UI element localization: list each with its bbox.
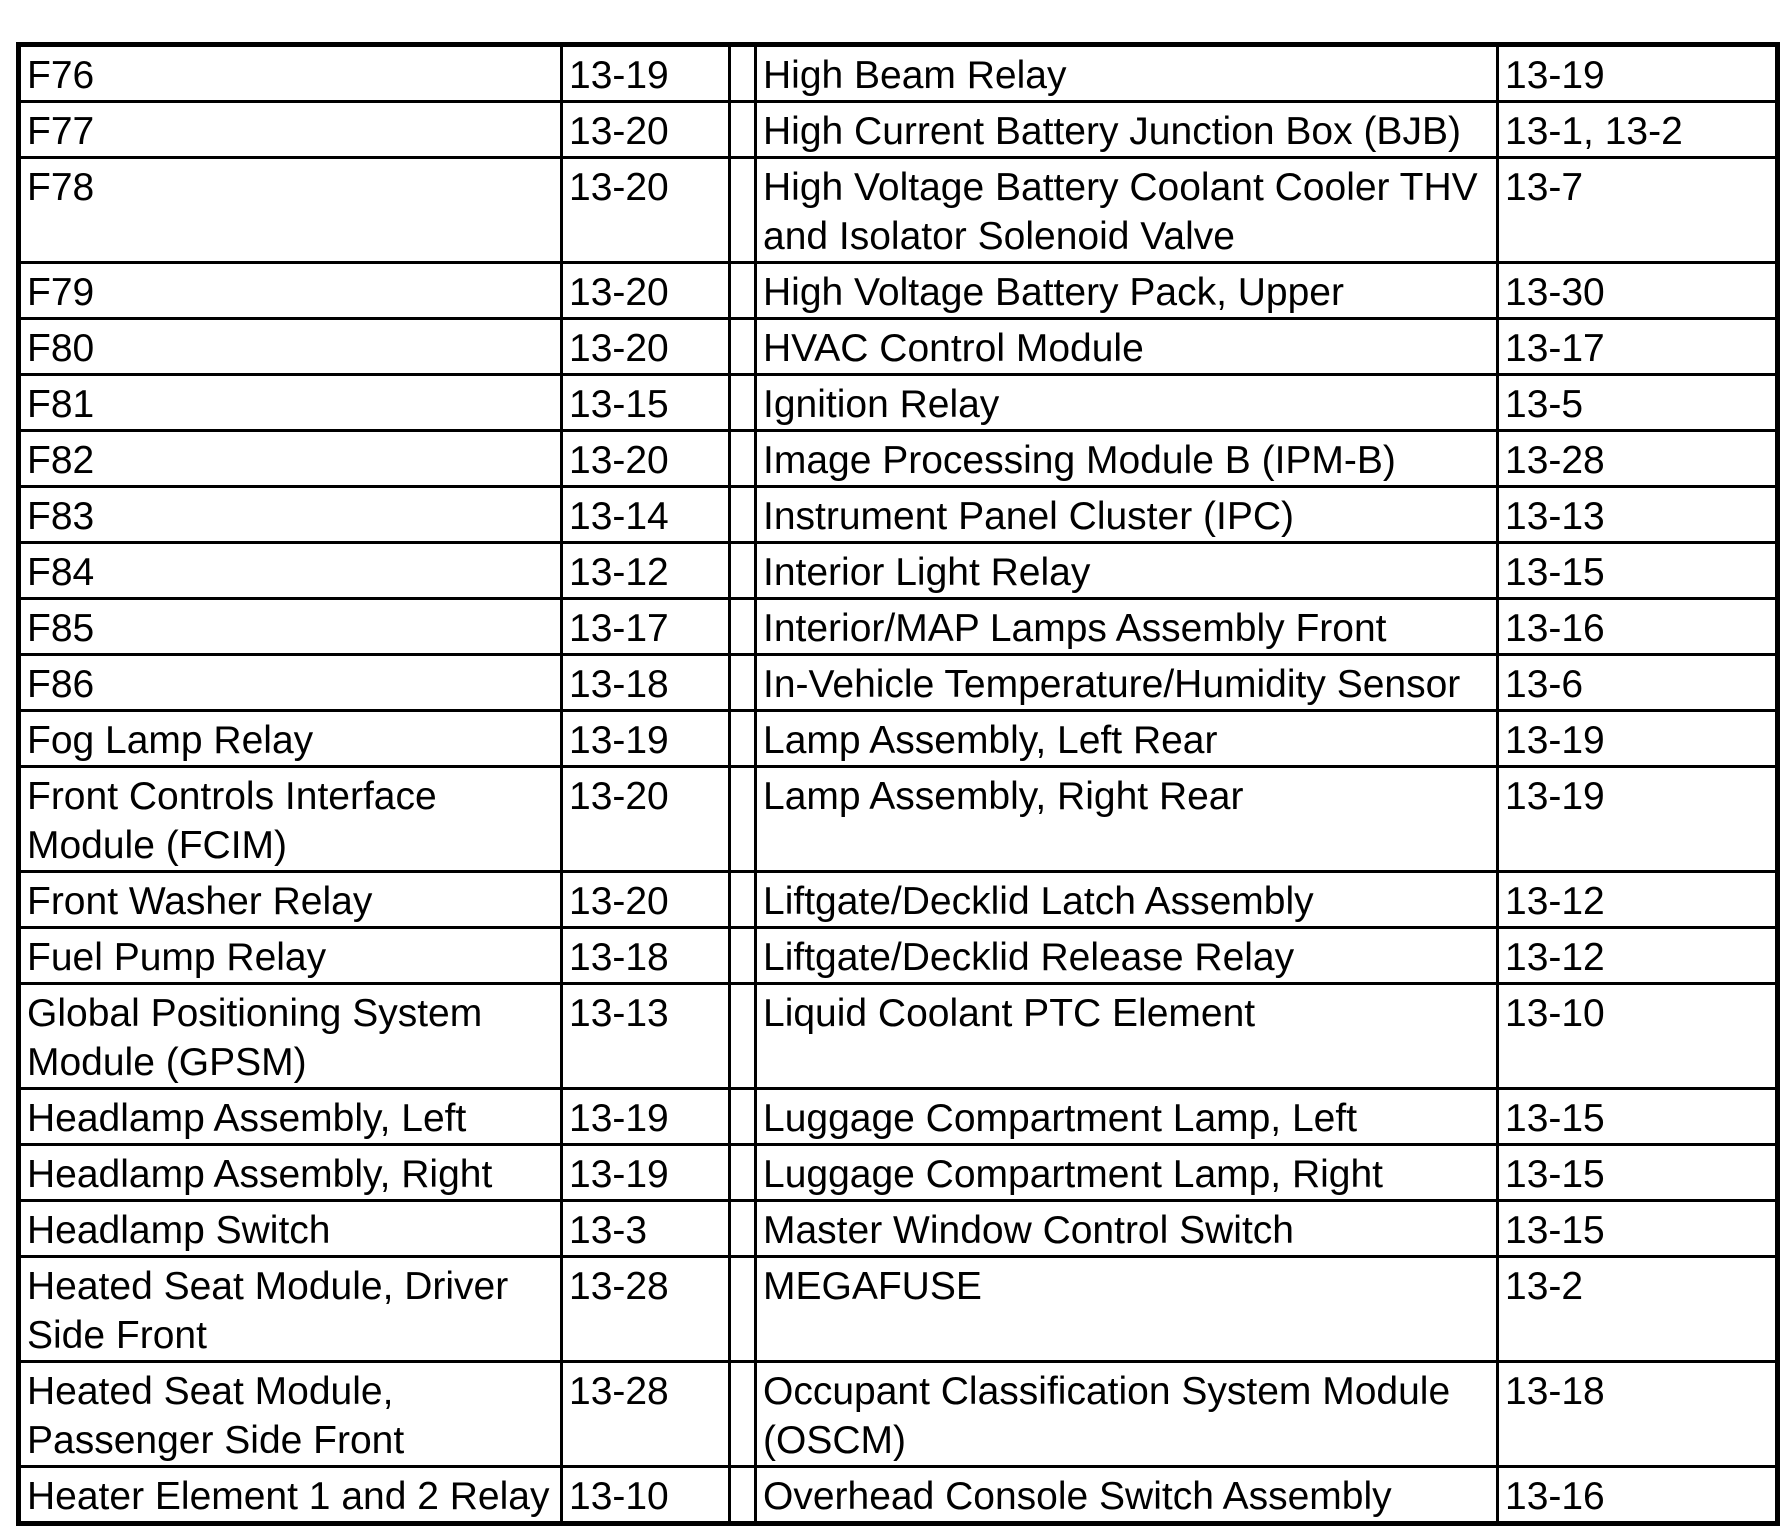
right-component-name: HVAC Control Module <box>756 319 1498 375</box>
right-component-name: Occupant Classification System Module (OSCM) <box>756 1362 1498 1467</box>
table-row <box>19 984 1778 1089</box>
right-page-ref: 13-1, 13-2 <box>1498 102 1778 158</box>
right-page-ref: 13-2 <box>1498 1257 1778 1362</box>
column-divider <box>730 263 756 319</box>
left-page-ref: 13-15 <box>562 375 730 431</box>
left-page-ref: 13-28 <box>562 1362 730 1467</box>
left-page-ref: 13-13 <box>562 984 730 1089</box>
left-component-name: Headlamp Switch <box>19 1201 562 1257</box>
column-divider <box>730 1362 756 1467</box>
column-divider <box>730 158 756 263</box>
column-divider <box>730 1145 756 1201</box>
table-row <box>19 263 1778 319</box>
right-page-ref: 13-15 <box>1498 1201 1778 1257</box>
table-row <box>19 928 1778 984</box>
right-component-name: Lamp Assembly, Left Rear <box>756 711 1498 767</box>
left-component-name: Headlamp Assembly, Right <box>19 1145 562 1201</box>
table-row <box>19 158 1778 263</box>
left-page-ref: 13-19 <box>562 1089 730 1145</box>
left-page-ref: 13-18 <box>562 928 730 984</box>
right-page-ref: 13-19 <box>1498 711 1778 767</box>
right-page-ref: 13-6 <box>1498 655 1778 711</box>
right-page-ref: 13-17 <box>1498 319 1778 375</box>
index-table-body <box>19 45 1778 1524</box>
right-component-name: High Current Battery Junction Box (BJB) <box>756 102 1498 158</box>
column-divider <box>730 543 756 599</box>
column-divider <box>730 655 756 711</box>
right-component-name: Liftgate/Decklid Release Relay <box>756 928 1498 984</box>
table-row <box>19 45 1778 102</box>
left-component-name: F83 <box>19 487 562 543</box>
column-divider <box>730 102 756 158</box>
left-component-name: F79 <box>19 263 562 319</box>
left-component-name: F84 <box>19 543 562 599</box>
right-page-ref: 13-15 <box>1498 543 1778 599</box>
right-page-ref: 13-5 <box>1498 375 1778 431</box>
right-component-name: Master Window Control Switch <box>756 1201 1498 1257</box>
right-component-name: MEGAFUSE <box>756 1257 1498 1362</box>
right-component-name: Lamp Assembly, Right Rear <box>756 767 1498 872</box>
right-component-name: Interior/MAP Lamps Assembly Front <box>756 599 1498 655</box>
left-page-ref: 13-10 <box>562 1467 730 1524</box>
table-row <box>19 102 1778 158</box>
right-page-ref: 13-30 <box>1498 263 1778 319</box>
left-component-name: Front Washer Relay <box>19 872 562 928</box>
table-row <box>19 375 1778 431</box>
column-divider <box>730 1257 756 1362</box>
column-divider <box>730 711 756 767</box>
table-row <box>19 767 1778 872</box>
left-page-ref: 13-20 <box>562 767 730 872</box>
table-row <box>19 655 1778 711</box>
left-page-ref: 13-17 <box>562 599 730 655</box>
column-divider <box>730 1089 756 1145</box>
left-page-ref: 13-20 <box>562 158 730 263</box>
table-row <box>19 1145 1778 1201</box>
left-page-ref: 13-19 <box>562 711 730 767</box>
left-component-name: Global Positioning System Module (GPSM) <box>19 984 562 1089</box>
left-page-ref: 13-28 <box>562 1257 730 1362</box>
right-component-name: Image Processing Module B (IPM-B) <box>756 431 1498 487</box>
column-divider <box>730 599 756 655</box>
table-row <box>19 1257 1778 1362</box>
left-component-name: F85 <box>19 599 562 655</box>
column-divider <box>730 487 756 543</box>
column-divider <box>730 431 756 487</box>
right-page-ref: 13-15 <box>1498 1089 1778 1145</box>
left-page-ref: 13-20 <box>562 431 730 487</box>
right-page-ref: 13-15 <box>1498 1145 1778 1201</box>
left-component-name: Heater Element 1 and 2 Relay <box>19 1467 562 1524</box>
right-component-name: Liftgate/Decklid Latch Assembly <box>756 872 1498 928</box>
left-component-name: F86 <box>19 655 562 711</box>
left-page-ref: 13-20 <box>562 872 730 928</box>
left-component-name: F76 <box>19 45 562 102</box>
left-component-name: Fuel Pump Relay <box>19 928 562 984</box>
left-component-name: F77 <box>19 102 562 158</box>
column-divider <box>730 1467 756 1524</box>
table-row <box>19 431 1778 487</box>
left-component-name: Heated Seat Module, Driver Side Front <box>19 1257 562 1362</box>
right-page-ref: 13-10 <box>1498 984 1778 1089</box>
right-component-name: High Voltage Battery Pack, Upper <box>756 263 1498 319</box>
table-row <box>19 711 1778 767</box>
table-row <box>19 599 1778 655</box>
right-component-name: Ignition Relay <box>756 375 1498 431</box>
column-divider <box>730 1201 756 1257</box>
left-component-name: F81 <box>19 375 562 431</box>
left-component-name: Fog Lamp Relay <box>19 711 562 767</box>
table-row <box>19 1201 1778 1257</box>
left-page-ref: 13-14 <box>562 487 730 543</box>
left-page-ref: 13-20 <box>562 319 730 375</box>
right-page-ref: 13-16 <box>1498 599 1778 655</box>
column-divider <box>730 45 756 102</box>
right-page-ref: 13-7 <box>1498 158 1778 263</box>
left-page-ref: 13-19 <box>562 45 730 102</box>
right-page-ref: 13-19 <box>1498 767 1778 872</box>
table-row <box>19 1089 1778 1145</box>
left-component-name: Headlamp Assembly, Left <box>19 1089 562 1145</box>
left-component-name: Heated Seat Module, Passenger Side Front <box>19 1362 562 1467</box>
table-row <box>19 872 1778 928</box>
right-page-ref: 13-13 <box>1498 487 1778 543</box>
right-component-name: Instrument Panel Cluster (IPC) <box>756 487 1498 543</box>
table-row <box>19 1362 1778 1467</box>
column-divider <box>730 375 756 431</box>
component-index-table <box>16 42 1780 1526</box>
left-page-ref: 13-19 <box>562 1145 730 1201</box>
column-divider <box>730 984 756 1089</box>
table-row <box>19 487 1778 543</box>
table-row <box>19 543 1778 599</box>
column-divider <box>730 872 756 928</box>
right-page-ref: 13-12 <box>1498 928 1778 984</box>
right-page-ref: 13-28 <box>1498 431 1778 487</box>
left-page-ref: 13-18 <box>562 655 730 711</box>
right-page-ref: 13-18 <box>1498 1362 1778 1467</box>
right-component-name: Overhead Console Switch Assembly <box>756 1467 1498 1524</box>
column-divider <box>730 319 756 375</box>
table-row <box>19 1467 1778 1524</box>
right-component-name: In-Vehicle Temperature/Humidity Sensor <box>756 655 1498 711</box>
left-page-ref: 13-20 <box>562 102 730 158</box>
left-page-ref: 13-3 <box>562 1201 730 1257</box>
right-component-name: High Voltage Battery Coolant Cooler THV and Isolator Solenoid Valve <box>756 158 1498 263</box>
column-divider <box>730 767 756 872</box>
left-component-name: F82 <box>19 431 562 487</box>
right-page-ref: 13-16 <box>1498 1467 1778 1524</box>
table-row <box>19 319 1778 375</box>
right-component-name: High Beam Relay <box>756 45 1498 102</box>
left-component-name: F78 <box>19 158 562 263</box>
left-page-ref: 13-12 <box>562 543 730 599</box>
column-divider <box>730 928 756 984</box>
left-page-ref: 13-20 <box>562 263 730 319</box>
right-page-ref: 13-19 <box>1498 45 1778 102</box>
right-component-name: Interior Light Relay <box>756 543 1498 599</box>
right-page-ref: 13-12 <box>1498 872 1778 928</box>
right-component-name: Liquid Coolant PTC Element <box>756 984 1498 1089</box>
left-component-name: F80 <box>19 319 562 375</box>
left-component-name: Front Controls Interface Module (FCIM) <box>19 767 562 872</box>
right-component-name: Luggage Compartment Lamp, Right <box>756 1145 1498 1201</box>
right-component-name: Luggage Compartment Lamp, Left <box>756 1089 1498 1145</box>
